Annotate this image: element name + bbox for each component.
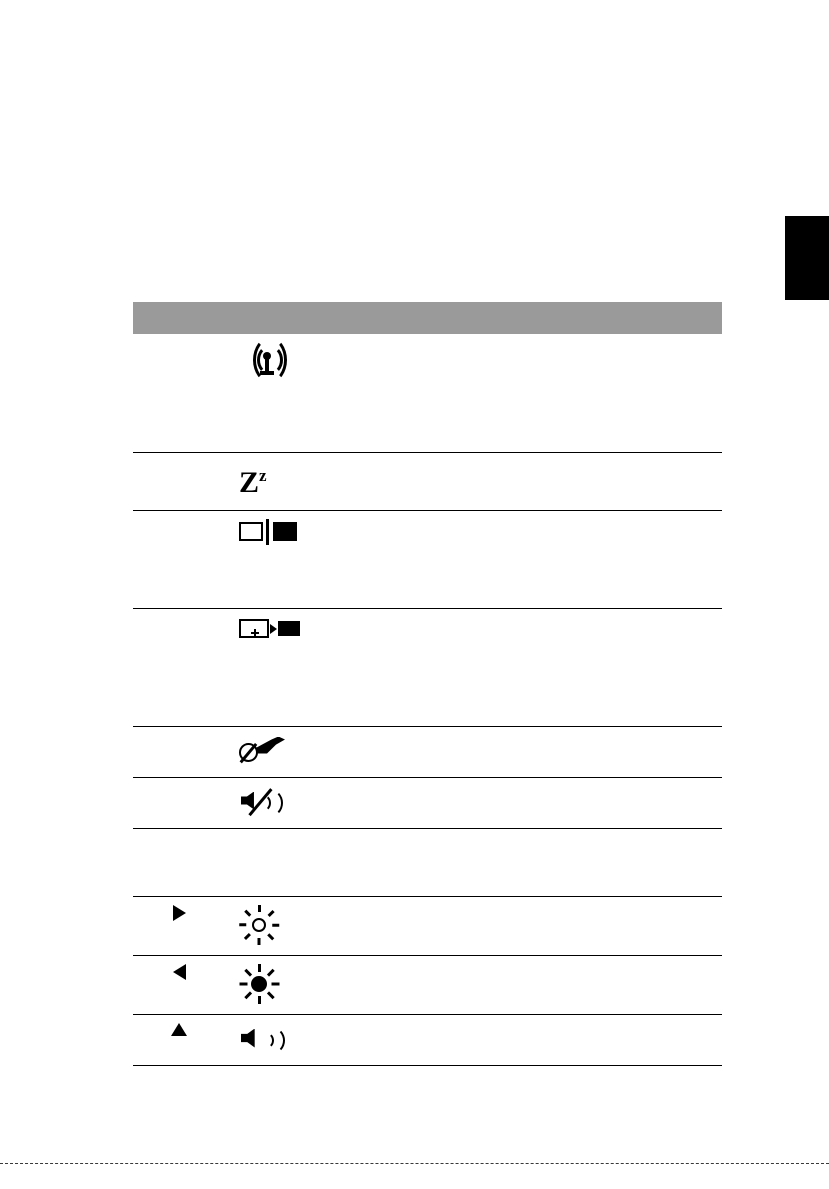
function-label [323,511,473,527]
description-text [473,1015,722,1031]
row-description-cell [473,334,722,452]
row-function-cell [323,726,473,777]
description-text [473,778,722,794]
hotkey-label [133,334,225,350]
table-header-row [133,302,722,334]
description-text [473,829,722,845]
function-label [323,956,473,972]
row-description-cell [473,1014,722,1065]
function-label [323,727,473,743]
row-function-cell [323,955,473,1014]
hotkey-label [133,727,225,743]
row-function-cell [323,777,473,828]
row-icon-cell [225,334,323,452]
table-header-description [473,302,722,334]
table-row [133,608,722,726]
row-description-cell [473,896,722,955]
row-description-cell [473,828,722,896]
function-label [323,778,473,794]
row-hotkey-cell [133,334,225,452]
description-text [473,453,722,469]
row-hotkey-cell [133,955,225,1014]
row-hotkey-cell [133,510,225,608]
row-icon-cell [225,828,323,896]
row-function-cell [323,896,473,955]
table-header-hotkey [133,302,225,334]
row-function-cell [323,510,473,608]
description-text [473,727,722,743]
row-function-cell [323,1014,473,1065]
description-text [473,897,722,913]
row-function-cell [323,828,473,896]
row-hotkey-cell [133,726,225,777]
function-label [323,1015,473,1031]
row-hotkey-cell [133,608,225,726]
row-description-cell [473,955,722,1014]
function-label [323,334,473,350]
function-label [323,829,473,845]
row-icon-cell [225,726,323,777]
hotkey-label [133,511,225,527]
table-header-function [323,302,473,334]
row-icon-cell [225,896,323,955]
function-label [323,897,473,913]
row-hotkey-cell [133,1014,225,1065]
page-edge-tab [785,216,829,300]
row-function-cell [323,452,473,510]
table-row [133,828,722,896]
hotkey-label [133,829,225,845]
table-row [133,726,722,777]
description-text [473,956,722,972]
row-function-cell [323,334,473,452]
description-text [473,511,722,527]
table-row [133,1014,722,1065]
arrow-left-icon [173,964,186,980]
row-description-cell [473,608,722,726]
hotkey-label [133,609,225,625]
table-row [133,896,722,955]
sleep-z-sup-glyph: z [259,465,267,485]
screen-blank-icon [239,617,301,641]
table-row [133,510,722,608]
display-toggle-icon [239,519,299,545]
hotkey-label [133,453,225,469]
wireless-antenna-icon [239,342,295,382]
volume-up-icon [239,1023,289,1053]
footer-divider [0,1163,829,1164]
function-label [323,609,473,625]
table-body [133,334,722,1065]
description-text [473,334,722,350]
row-function-cell [323,608,473,726]
table-header [133,302,722,334]
arrow-up-icon [171,1023,187,1036]
row-description-cell [473,726,722,777]
row-description-cell [473,777,722,828]
table-row [133,452,722,510]
table-row [133,955,722,1014]
arrow-right-outline-icon [173,905,186,921]
row-hotkey-cell [133,452,225,510]
row-icon-cell [225,1014,323,1065]
hotkey-label [133,778,225,794]
brightness-down-icon [239,964,283,1002]
row-description-cell [473,510,722,608]
sleep-zz-icon [239,461,267,498]
row-description-cell [473,452,722,510]
row-icon-cell [225,452,323,510]
table-row [133,777,722,828]
speaker-mute-icon [239,786,289,816]
row-icon-cell [225,777,323,828]
sleep-z-glyph: Z [239,465,260,499]
row-hotkey-cell [133,896,225,955]
touchpad-toggle-icon [239,735,295,765]
table-row [133,334,722,452]
row-icon-cell [225,608,323,726]
function-label [323,453,473,469]
row-icon-cell [225,510,323,608]
row-hotkey-cell [133,828,225,896]
row-icon-cell [225,955,323,1014]
brightness-up-icon [239,905,283,943]
row-hotkey-cell [133,777,225,828]
table-header-icon [225,302,323,334]
hotkey-table [133,302,722,1066]
description-text [473,609,722,625]
